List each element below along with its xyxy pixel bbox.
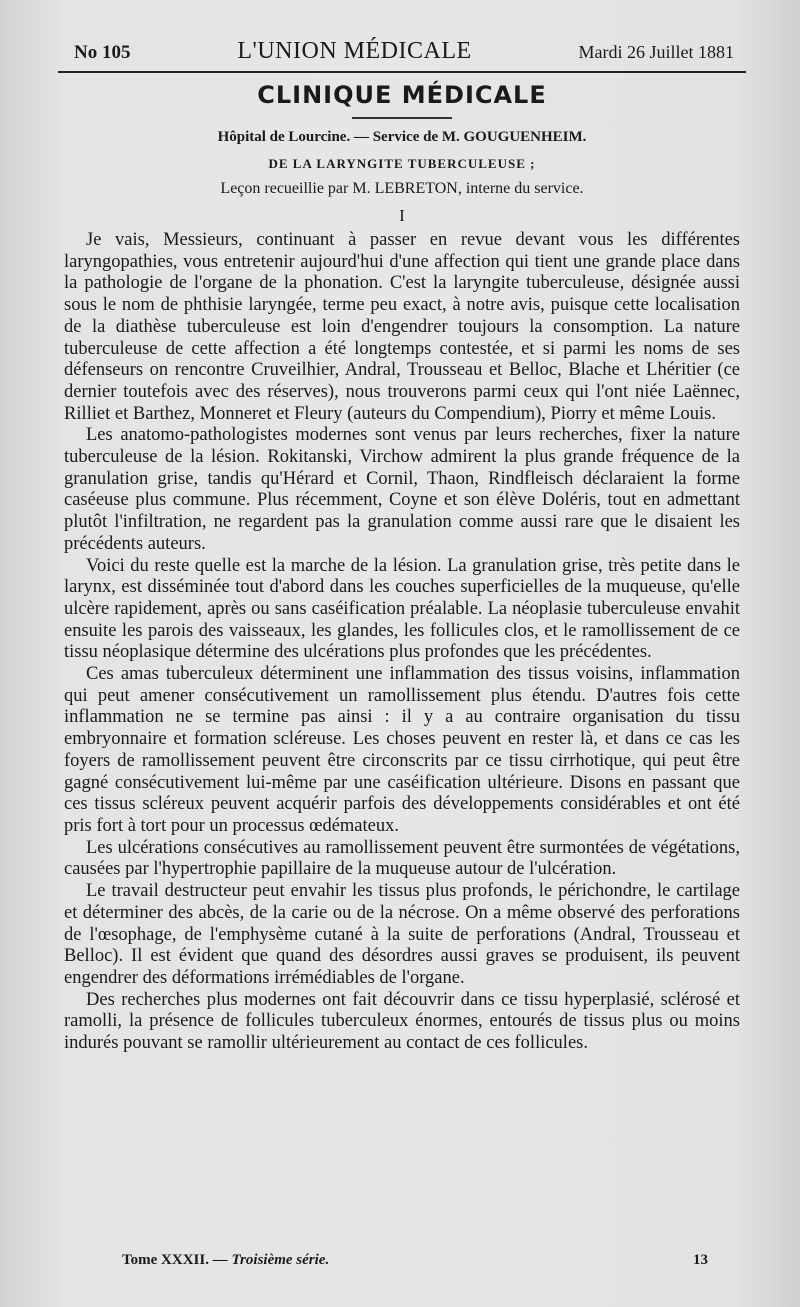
journal-title: L'UNION MÉDICALE — [237, 38, 472, 64]
section-title: CLINIQUE MÉDICALE — [257, 81, 547, 109]
issue-number: No 105 — [74, 42, 131, 63]
lecon-line: Leçon recueillie par M. LEBRETON, interne du service. — [220, 180, 584, 197]
paragraph: Les ulcérations consécutives au ramollissement peuvent être surmontées de végétations, causées par l'hypertrophie papillaire de la muqueuse autour de l'ulcération. — [64, 837, 740, 880]
footer-serie: — Troisième série. — [212, 1252, 330, 1268]
page-footer — [122, 1252, 708, 1269]
part-number: I — [399, 206, 405, 225]
article-body — [64, 230, 740, 1055]
paragraph: Ces amas tuberculeux déterminent une inflammation des tissus voisins, inflammation qui peut amener consécutivement un ramollissement plus étendu. D'autres fois cette inflammation ne se termine pas ainsi : il y a au contraire organisation du tissu embryonnaire et formation scléreuse. Les choses peuvent en rester là, et dans ce cas les foyers de ramollissement peuvent être circonscrits par ce tissu cirrhotique, qui peut être gagné consécutivement lui-même par une caséification ultérieure. Disons en passant que ces tissus scléreux peuvent acquérir parfois des développements considérables et ont été pris fort à tort pour un processus œdémateux. — [64, 664, 740, 836]
footer-volume — [122, 1252, 329, 1269]
running-head — [64, 38, 740, 65]
article-title: DE LA LARYNGITE TUBERCULEUSE ; — [268, 156, 536, 171]
footer-tome: Tome XXXII. — [122, 1252, 209, 1268]
section-rule — [352, 117, 452, 119]
paragraph: Le travail destructeur peut envahir les tissus plus profonds, le périchondre, le cartilage et déterminer des abcès, de la carie ou de la nécrose. On a même observé des perforations de l'œsophage, de l'emphysème cutané à la suite de perforations (Andral, Trousseau et Belloc). Il est évident que quand des désordres aussi graves se produisent, ils peuvent engendrer des déformations irrémédiables de l'organe. — [64, 881, 740, 988]
paragraph: Je vais, Messieurs, continuant à passer en revue devant vous les différentes laryngopathies, vous entretenir aujourd'hui d'une affection qui tient une grande place dans la pathologie de l'organe de la phonation. C'est la laryngite tuberculeuse, désignée aussi sous le nom de phthisie laryngée, terme peu exact, à notre avis, puisque cette localisation de la diathèse tuberculeuse est loin d'engendrer toujours la consomption. La nature tuberculeuse de cette affection a été longtemps contestée, et si parmi les noms de ses défenseurs on rencontre Cruveilhier, Andral, Trousseau et Belloc, Blache et Lhéritier (ce dernier toutefois avec des réserves), nous trouverons parmi ceux qui l'ont niée Laënnec, Rilliet et Barthez, Monneret et Fleury (auteurs du Compendium), Piorry et même Louis. — [64, 230, 740, 424]
issue-date: Mardi 26 Juillet 1881 — [578, 42, 734, 62]
hospital-line: Hôpital de Lourcine. — Service de M. GOUGUENHEIM. — [217, 129, 587, 145]
paragraph: Voici du reste quelle est la marche de la lésion. La granulation grise, très petite dans le larynx, est disséminée tout d'abord dans les couches superficielles de la muqueuse, qu'elle ulcère rapidement, après ou sans caséification préalable. La néoplasie tuberculeuse envahit ensuite les parois des vaisseaux, les glandes, les follicules clos, et le ramollissement de ce tissu néoplasique détermine des ulcérations plus profondes que les précédentes. — [64, 555, 740, 663]
header-rule — [58, 71, 746, 73]
paragraph: Des recherches plus modernes ont fait découvrir dans ce tissu hyperplasié, sclérosé et ramolli, la présence de follicules tuberculeux énormes, entourés de tissus plus ou moins indurés pouvant se ramollir ultérieurement au contact de ces follicules. — [64, 989, 740, 1054]
signature-mark: 13 — [693, 1252, 708, 1268]
paragraph: Les anatomo-pathologistes modernes sont venus par leurs recherches, fixer la nature tuberculeuse de la lésion. Rokitanski, Virchow admirent la plus grande fréquence de la granulation grise, tandis qu'Hérard et Cornil, Thaon, Rindfleisch déclaraient la forme caséeuse plus commune. Plus récemment, Coyne et son élève Doléris, tout en admettant plutôt l'infiltration, ne regardent pas la granulation comme aussi rare que le disaient les précédents auteurs. — [64, 425, 740, 554]
